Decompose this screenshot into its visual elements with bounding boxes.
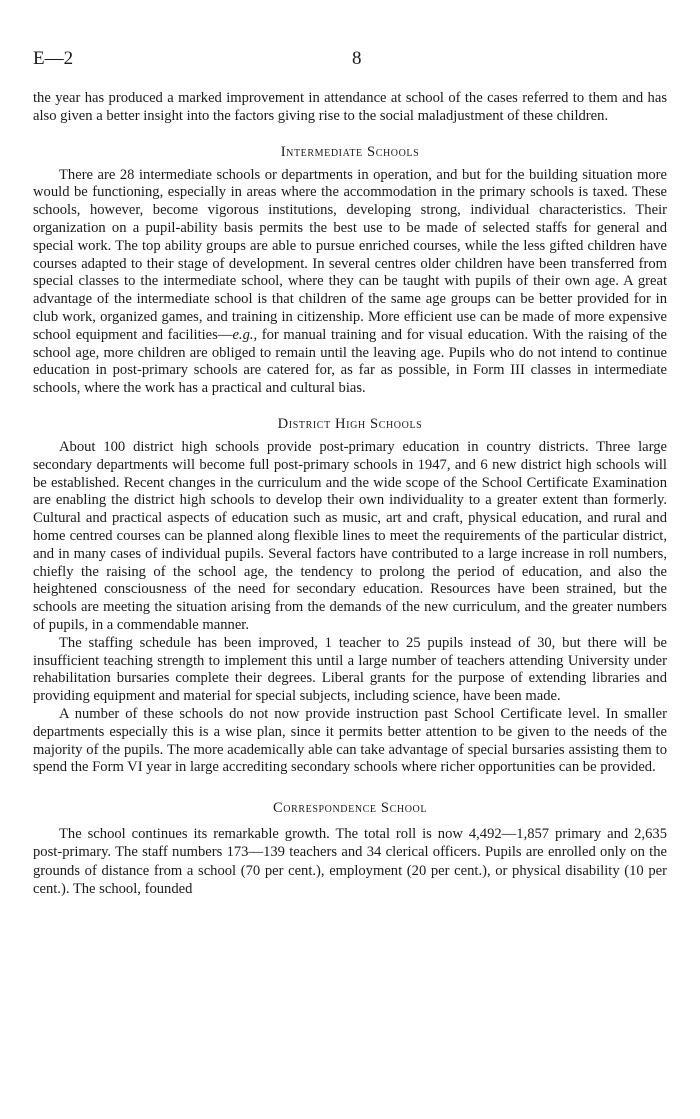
intermediate-schools-heading: Intermediate Schools bbox=[280, 143, 420, 160]
page-number: 8 bbox=[352, 48, 362, 69]
document-reference: E—2 bbox=[33, 48, 74, 69]
page-header bbox=[33, 50, 667, 78]
intermediate-text-part-2: , for manual training and for visual education. With the raising of the school age, more children are obliged to remain until the leaving age. Pupils who do not intend to continue education in post-primary schools are catered for, as far as possible, in Form III classes in intermediate schools, where the work has a practical and cultural bias. bbox=[33, 326, 667, 397]
correspondence-paragraph: The school continues its remarkable growth. The total roll is now 4,492—1,857 primary and 2,635 post-primary. The staff numbers 173—139 teachers and 34 clerical officers. Pupils are enrolled only on the grounds of distance from a school (70 per cent.), employment (20 per cent.), or physical disability (10 per cent.). The school, founded bbox=[33, 826, 667, 897]
intro-continued-paragraph: the year has produced a marked improvement in attendance at school of the cases referred to them and has also given a better insight into the factors giving rise to the social maladjustment of these children. bbox=[33, 90, 667, 124]
intermediate-text-part-1: There are 28 intermediate schools or departments in operation, and but for the building situation more would be functioning, especially in areas where the accommodation in the primary schools is taxed. These schools, however, become vigorous institutions, developing strong, individual characteristics. Their organization on a pupil-ability basis permits the best use to be made of selected staffs for general and special work. The top ability groups are able to pursue enriched courses, while the less gifted children have courses adapted to their stage of development. In several centres older children have been transferred from special classes to the intermediate school, where they can be taught with pupils of their own age. A great advantage of the intermediate school is that children of the same age groups can be better provided for in club work, organized games, and training in citizenship. More efficient use can be made of more expensive school equipment and facilities— bbox=[33, 166, 667, 343]
eg-abbreviation: e.g. bbox=[232, 326, 254, 343]
district-paragraph-1: About 100 district high schools provide post-primary education in country districts. Three large secondary departments will become full post-primary schools in 1947, and 6 new district high schools will be established. Recent changes in the curriculum and the wide scope of the School Certificate Examination are enabling the district high schools to develop their own individuality to a greater extent than formerly. Cultural and practical aspects of education such as music, art and craft, physical education, and rural and home centred courses can be planned along flexible lines to meet the requirements of the particular district, and in many cases of individual pupils. Several factors have contributed to a large increase in roll numbers, chiefly the raising of the school age, the tendency to prolong the period of education, and also the heightened consciousness of the need for secondary education. Resources have been strained, but the schools are meeting the situation arising from the demands of the new curriculum, and the greater numbers of pupils, in a commendable manner. bbox=[33, 438, 667, 633]
district-paragraph-3: A number of these schools do not now provide instruction past School Certificate level. In smaller departments especially this is a wise plan, since it permits better attention to be given to the needs of the majority of the pupils. The more academically able can take advantage of special bursaries assisting them to spend the Form VI year in large accrediting secondary schools where richer opportunities can be provided. bbox=[33, 705, 667, 776]
district-high-schools-heading: District High Schools bbox=[277, 415, 423, 432]
correspondence-school-heading: Correspondence School bbox=[272, 800, 428, 817]
intermediate-schools-paragraph bbox=[33, 167, 667, 398]
district-paragraph-2: The staffing schedule has been improved, 1 teacher to 25 pupils instead of 30, but there will be insufficient teaching strength to implement this until a large number of teachers attending University under rehabilitation bursaries complete their degrees. Liberal grants for the purpose of extending libraries and providing equipment and material for special subjects, including science, have been made. bbox=[33, 634, 667, 705]
